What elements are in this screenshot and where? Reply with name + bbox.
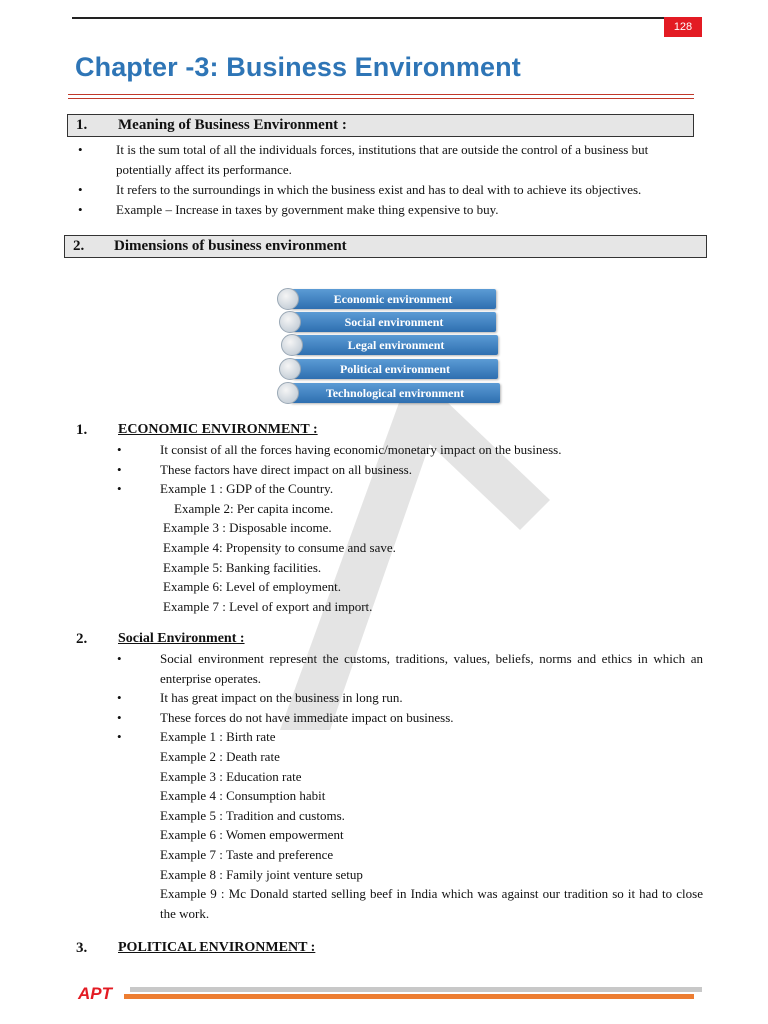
social-list (117, 649, 703, 923)
diagram-circle (279, 311, 301, 333)
list-item: Example 3 : Education rate (160, 768, 302, 784)
subsection-number: 3. (76, 940, 88, 956)
list-item: • Example 1 : GDP of the Country. (117, 481, 334, 497)
list-item: Example 6 : Women empowerment (160, 827, 344, 843)
list-item: • It refers to the surroundings in which the business exist and has to deal with to achieve its objectives. (78, 182, 642, 197)
list-item: Example 7 : Taste and preference (160, 846, 334, 862)
list-item: Example 4: Propensity to consume and save. (163, 539, 396, 555)
page-number: 128 (664, 17, 702, 37)
list-item: Example 9 : Mc Donald started selling beef in India which was against our tradition so it had to close the work. (160, 886, 703, 921)
subsection-number: 2. (76, 631, 88, 647)
list-item: • It has great impact on the business in long run. (117, 690, 403, 706)
apt-logo: APT (78, 984, 112, 1003)
diagram-bar-technological: Technological environment (290, 383, 500, 403)
meaning-bullets (76, 140, 706, 220)
list-item: • These factors have direct impact on all business. (117, 461, 412, 477)
subsection-title-economic: ECONOMIC ENVIRONMENT : (118, 422, 318, 437)
title-rule (68, 94, 694, 95)
list-item: • Social environment represent the customs, traditions, values, beliefs, norms and ethics in which an enterprise operates. (117, 651, 703, 686)
subsection-number: 1. (76, 422, 88, 438)
list-item: Example 3 : Disposable income. (163, 520, 332, 536)
footer-rule-orange (124, 994, 694, 999)
title-rule (68, 98, 694, 99)
diagram-bar-legal: Legal environment (294, 335, 498, 355)
list-item: Example 4 : Consumption habit (160, 788, 326, 804)
list-item: Example 6: Level of employment. (163, 579, 341, 595)
diagram-bar-social: Social environment (292, 312, 496, 332)
dimensions-diagram (276, 286, 502, 410)
list-item: Example 2: Per capita income. (174, 500, 334, 516)
footer-rule-gray (130, 987, 702, 992)
list-item: • It is the sum total of all the individuals forces, institutions that are outside the control of a business but potentially affect its performance. (78, 142, 649, 177)
chapter-title: Chapter -3: Business Environment (75, 52, 521, 82)
diagram-bar-economic: Economic environment (290, 289, 496, 309)
section-number: 1. (76, 117, 88, 133)
list-item: Example 2 : Death rate (160, 748, 280, 764)
diagram-circle (279, 358, 301, 380)
list-item: Example 5: Banking facilities. (163, 559, 322, 575)
list-item: • Example – Increase in taxes by government make thing expensive to buy. (78, 202, 499, 217)
diagram-circle (277, 288, 299, 310)
list-item: Example 7 : Level of export and import. (163, 598, 373, 614)
list-item: • It consist of all the forces having economic/monetary impact on the business. (117, 442, 562, 457)
section-number: 2. (73, 238, 85, 254)
header-rule (72, 17, 664, 19)
section-title: Meaning of Business Environment : (118, 117, 347, 133)
list-item: Example 8 : Family joint venture setup (160, 866, 363, 882)
section-title: Dimensions of business environment (114, 238, 347, 254)
diagram-bar-political: Political environment (292, 359, 498, 379)
diagram-circle (281, 334, 303, 356)
list-item: • These forces do not have immediate impact on business. (117, 709, 454, 725)
subsection-title-social: Social Environment : (118, 631, 245, 646)
economic-list (117, 440, 707, 616)
list-item: Example 5 : Tradition and customs. (160, 807, 345, 823)
section-header-dimensions (64, 235, 707, 258)
subsection-title-political: POLITICAL ENVIRONMENT : (118, 940, 316, 955)
list-item: • Example 1 : Birth rate (117, 729, 276, 745)
section-header-meaning (67, 114, 694, 137)
diagram-circle (277, 382, 299, 404)
